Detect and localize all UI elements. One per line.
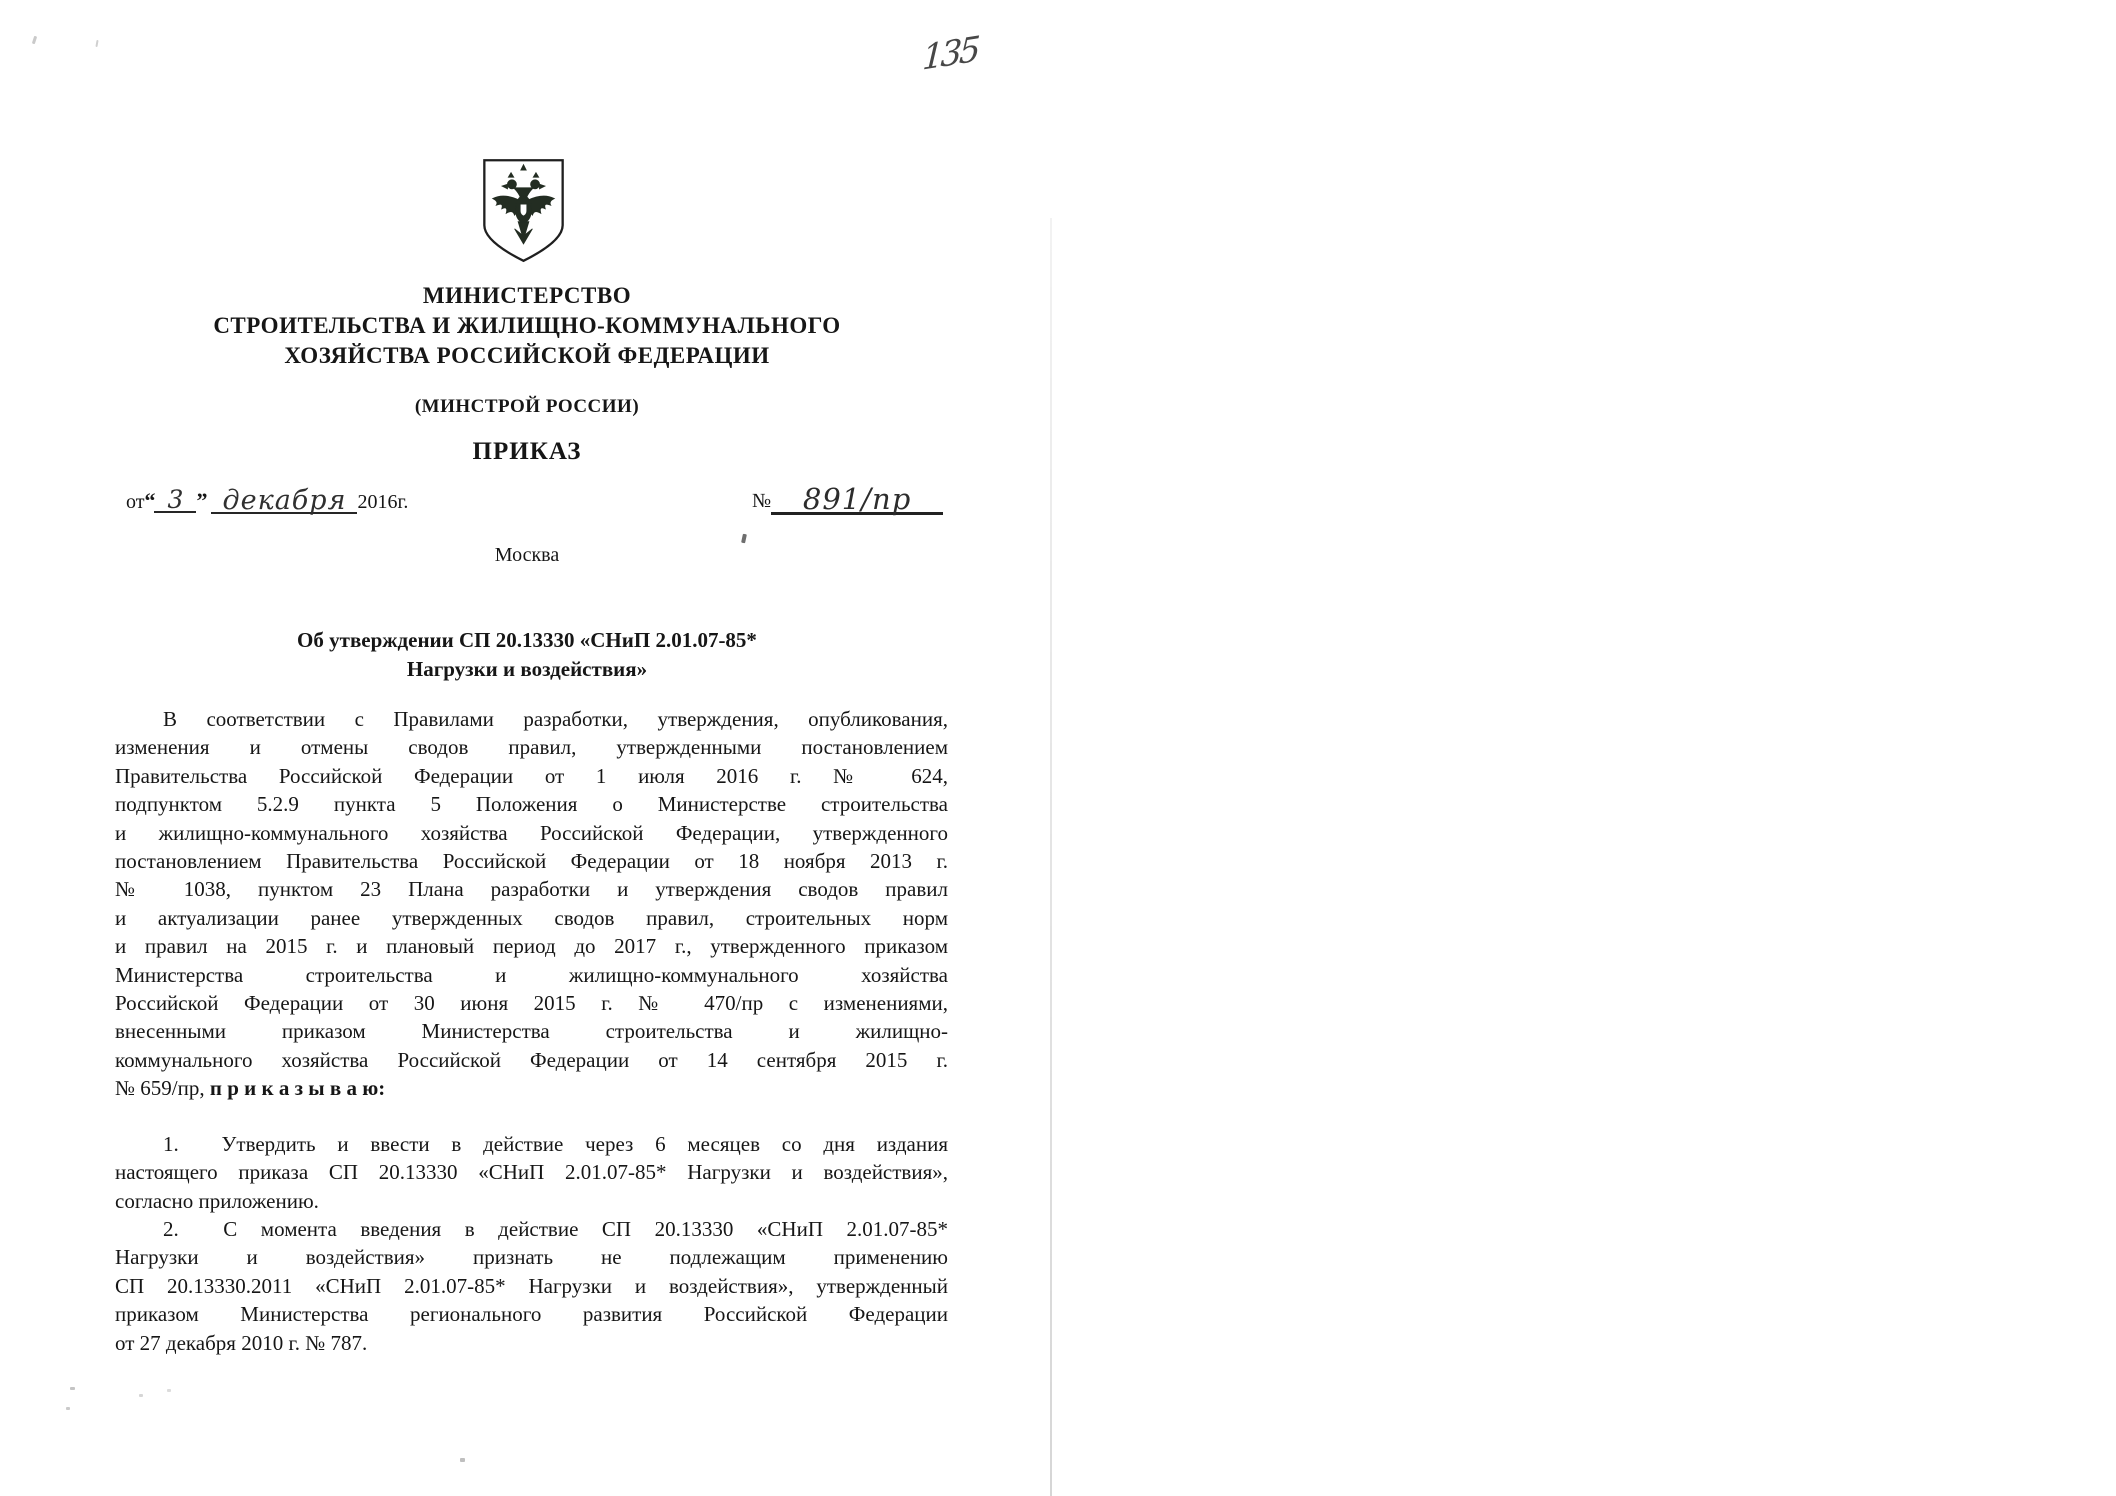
body-line [115,1329,948,1357]
body-line [115,1074,948,1102]
body-line-text: СП 20.13330.2011 «СНиП 2.01.07-85* Нагрузки и воздействия», утвержденный [115,1273,948,1298]
body-line [115,847,948,875]
ministry-name-line: ХОЗЯЙСТВА РОССИЙСКОЙ ФЕДЕРАЦИИ [284,343,770,368]
body-line-text: и актуализации ранее утвержденных сводов правил, строительных норм [115,905,948,930]
ministry-name-line: СТРОИТЕЛЬСТВА И ЖИЛИЩНО-КОММУНАЛЬНОГО [213,313,841,338]
body-line-text: внесенными приказом Министерства строительства и жилищно- [115,1019,948,1044]
body-line-text: 1. Утвердить и ввести в действие через 6 месяцев со дня издания [163,1131,948,1156]
handwritten-month: декабря [211,490,357,514]
date-from-label: от [126,491,145,513]
body-line-bold-text: п р и к а з ы в а ю: [209,1076,386,1101]
scan-speck [460,1458,465,1462]
body-line [115,1046,948,1074]
body-line [115,875,948,903]
body-line [115,1243,948,1271]
scan-speck [741,534,747,544]
scan-speck [70,1387,75,1390]
body-line [115,1187,948,1215]
body-line [115,705,948,733]
body-paragraph [115,1130,948,1215]
body-line [115,989,948,1017]
scan-speck [95,40,98,47]
body-line-text: № 659/пр, [115,1076,210,1101]
order-title-line: Об утверждении СП 20.13330 «СНиП 2.01.07-85* [297,628,757,652]
ministry-short-name: (МИНСТРОЙ РОССИИ) [414,396,640,417]
body-line [115,1017,948,1045]
body-line [115,1215,948,1243]
body-line-text: изменения и отмены сводов правил, утвержденными постановлением [115,735,948,760]
body-line-text: Нагрузки и воздействия» признать не подлежащим применению [115,1245,948,1270]
page-edge-line [1050,218,1052,1496]
body-line-text: от 27 декабря 2010 г. № 787. [115,1330,368,1355]
city-label: Москва [494,544,560,566]
body-line-text: Российской Федерации от 30 июня 2015 г. № 470/пр с изменениями, [115,991,948,1016]
scan-speck [139,1394,143,1397]
handwritten-page-number: 135 [921,29,979,79]
body-line-text: приказом Министерства регионального развития Российской Федерации [115,1302,948,1327]
quote-mark: ” [196,488,207,513]
body-line [115,1130,948,1158]
coat-of-arms-icon [479,157,568,265]
scan-speck [167,1389,171,1392]
handwritten-day: 3 [154,489,196,513]
body-text [115,705,948,1357]
body-line-text: подпунктом 5.2.9 пункта 5 Положения о Министерстве строительства [115,792,948,817]
order-number-line [752,482,943,516]
body-line-text: Правительства Российской Федерации от 1 июля 2016 г. № 624, [115,763,948,788]
body-line [115,932,948,960]
body-line [115,733,948,761]
body-line-text: № 1038, пунктом 23 Плана разработки и утверждения сводов правил [115,877,948,902]
body-line-text: Министерства строительства и жилищно-коммунального хозяйства [115,962,948,987]
date-year-label: 2016г. [357,491,409,513]
number-sign-label: № [752,490,772,512]
body-line-text: В соответствии с Правилами разработки, утверждения, опубликования, [163,707,948,731]
body-line [115,1272,948,1300]
body-line [115,961,948,989]
body-line-text: коммунального хозяйства Российской Федерации от 14 сентября 2015 г. [115,1047,948,1072]
order-title-line: Нагрузки и воздействия» [406,657,648,681]
body-line [115,762,948,790]
body-line [115,1300,948,1328]
ministry-name-line: МИНИСТЕРСТВО [422,283,632,308]
body-line-text: постановлением Правительства Российской Федерации от 18 ноября 2013 г. [115,849,948,874]
body-paragraph [115,705,948,1103]
body-paragraph [115,1215,948,1357]
date-line [126,485,409,516]
body-line [115,819,948,847]
document-type-heading: ПРИКАЗ [472,438,582,465]
quote-mark: “ [144,488,155,513]
body-line [115,1158,948,1186]
body-line-text: согласно приложению. [115,1188,319,1213]
body-line [115,790,948,818]
scan-speck [32,36,37,45]
body-line-text: настоящего приказа СП 20.13330 «СНиП 2.01.07-85* Нагрузки и воздействия», [115,1160,948,1185]
order-title [110,626,944,684]
body-line [115,904,948,932]
body-line-text: и жилищно-коммунального хозяйства Российской Федерации, утвержденного [115,820,948,845]
body-line-text: 2. С момента введения в действие СП 20.13330 «СНиП 2.01.07-85* [163,1216,948,1241]
body-line-text: и правил на 2015 г. и плановый период до 2017 г., утвержденного приказом [115,934,948,959]
scan-speck [66,1407,70,1410]
ministry-name [110,281,944,371]
handwritten-order-number: 891/пр [771,486,943,515]
